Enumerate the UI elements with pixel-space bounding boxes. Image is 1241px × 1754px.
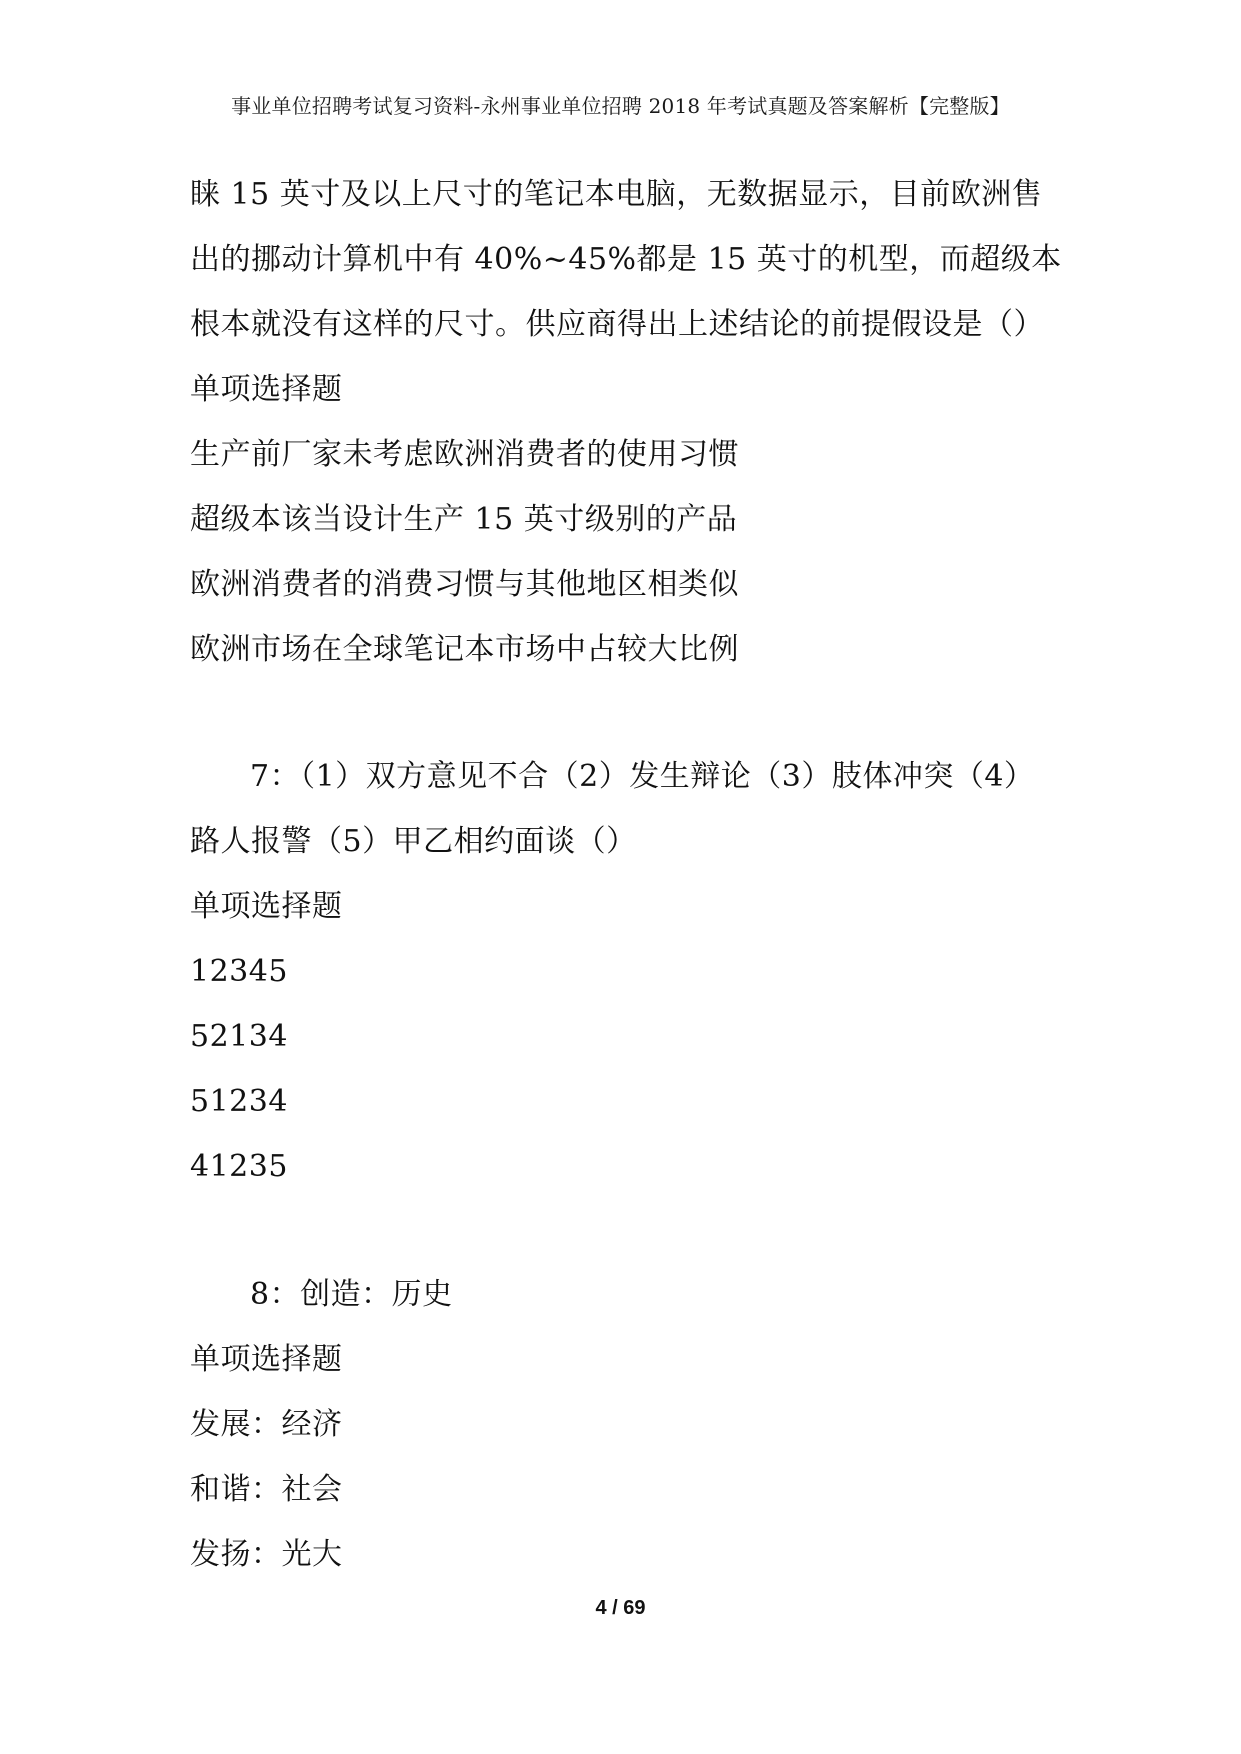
question-6-continued [190,162,1090,682]
question-stem-line: 根本就没有这样的尺寸。供应商得出上述结论的前提假设是（） [190,307,1044,342]
question-stem-line: 7：（1）双方意见不合（2）发生辩论（3）肢体冲突（4） [250,759,1035,794]
answer-option: 生产前厂家未考虑欧洲消费者的使用习惯 [190,437,739,472]
answer-option: 41235 [190,1149,288,1184]
question-8 [190,1262,1090,1587]
answer-option: 51234 [190,1084,288,1119]
question-stem-line: 路人报警（5）甲乙相约面谈（） [190,824,637,859]
page-header: 事业单位招聘考试复习资料-永州事业单位招聘 2018 年考试真题及答案解析【完整版】 [231,94,1010,118]
question-stem-line: 8：创造：历史 [250,1277,453,1312]
answer-option: 超级本该当设计生产 15 英寸级别的产品 [190,502,738,537]
answer-option: 发展：经济 [190,1407,343,1442]
question-7 [190,744,1090,1199]
answer-option: 和谐：社会 [190,1472,343,1507]
question-type-label: 单项选择题 [190,889,343,924]
question-stem-line: 出的挪动计算机中有 40%~45%都是 15 英寸的机型，而超级本 [190,242,1062,277]
answer-option: 欧洲消费者的消费习惯与其他地区相类似 [190,567,739,602]
page-number: 4 / 69 [595,1597,646,1619]
question-type-label: 单项选择题 [190,1342,343,1377]
answer-option: 52134 [190,1019,288,1054]
answer-option: 12345 [190,954,288,989]
question-spacer [190,682,1090,744]
question-stem-line: 睐 15 英寸及以上尺寸的笔记本电脑，无数据显示，目前欧洲售 [190,177,1043,212]
question-type-label: 单项选择题 [190,372,343,407]
document-body [190,162,1090,1587]
question-spacer [190,1199,1090,1262]
answer-option: 发扬：光大 [190,1537,343,1572]
answer-option: 欧洲市场在全球笔记本市场中占较大比例 [190,632,739,667]
